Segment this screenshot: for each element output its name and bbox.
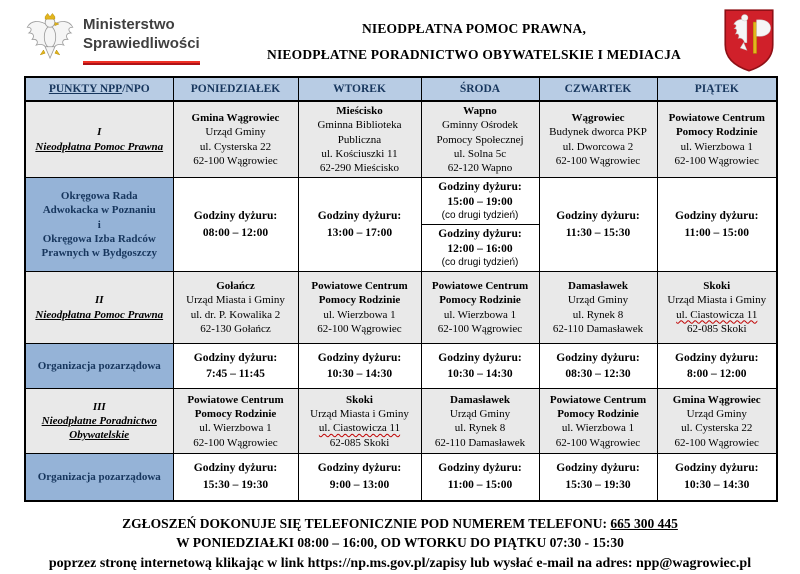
location-title bbox=[661, 393, 774, 407]
location-title-line: Pomocy Rodzinie bbox=[439, 294, 521, 307]
duty-hours-time: 08:00 – 12:00 bbox=[202, 226, 269, 239]
location-title bbox=[302, 279, 418, 308]
opening-hours-note: W PONIEDZIAŁKI 08:00 – 16:00, OD WTORKU DO PIĄTKU 07:30 - 15:30 bbox=[176, 535, 624, 551]
location-cell bbox=[421, 272, 539, 344]
row-label-line: III bbox=[92, 400, 106, 413]
location-address-line: Urząd Gminy bbox=[567, 294, 629, 307]
location-title-line: Wapno bbox=[463, 105, 497, 117]
location-address-line: ul. Cysterska 22 bbox=[681, 422, 753, 435]
duty-hours-label: Godziny dyżuru: bbox=[675, 210, 759, 223]
phone-number: 665 300 445 bbox=[610, 515, 678, 531]
duty-hours-cell bbox=[173, 344, 298, 389]
row-label-line: i bbox=[97, 218, 101, 231]
col-header-punkty-npp-npo bbox=[25, 77, 173, 101]
table-header-row bbox=[25, 77, 777, 101]
duty-hours-label: Godziny dyżuru: bbox=[438, 181, 522, 194]
col-header-day: WTOREK bbox=[298, 77, 421, 101]
row-label-cell bbox=[25, 454, 173, 501]
location-cell bbox=[539, 389, 657, 454]
table-row bbox=[25, 454, 777, 501]
location-address-line: 62-130 Gołańcz bbox=[200, 323, 271, 336]
duty-hours-time: 08:30 – 12:30 bbox=[565, 368, 631, 381]
location-address-line: 62-290 Mieścisko bbox=[319, 162, 400, 175]
location-address-line: 62-100 Wągrowiec bbox=[674, 436, 759, 449]
row-label-line: Nieodpłatne Poradnictwo bbox=[41, 415, 157, 428]
duty-hours-cell bbox=[657, 178, 777, 272]
duty-hours-cell bbox=[539, 454, 657, 501]
duty-hours-slot bbox=[422, 225, 539, 271]
row-label-line: Adwokacka w Poznaniu bbox=[42, 204, 156, 217]
duty-hours-label: Godziny dyżuru: bbox=[317, 462, 402, 475]
location-title bbox=[302, 393, 418, 407]
location-title bbox=[425, 393, 536, 407]
location-cell bbox=[298, 389, 421, 454]
duty-hours-label: Godziny dyżuru: bbox=[438, 462, 522, 475]
duty-hours-label: Godziny dyżuru: bbox=[193, 351, 278, 364]
col-header-day: ŚRODA bbox=[421, 77, 539, 101]
location-title-line: Pomocy Rodzinie bbox=[318, 294, 401, 307]
biweekly-note: (co drugi tydzień) bbox=[441, 257, 519, 269]
row-label-line: Prawnych w Bydgoszczy bbox=[41, 247, 157, 260]
location-address-line: ul. Rynek 8 bbox=[572, 308, 624, 321]
duty-hours-cell bbox=[539, 178, 657, 272]
location-title-line: Gołańcz bbox=[216, 280, 255, 293]
table-row bbox=[25, 389, 777, 454]
location-title-line: Powiatowe Centrum bbox=[187, 393, 284, 406]
location-cell bbox=[657, 272, 777, 344]
location-address-line: ul. Wierzbowa 1 bbox=[199, 422, 272, 435]
location-address-line: ul. Wierzbowa 1 bbox=[680, 140, 753, 153]
location-title-line: Wągrowiec bbox=[571, 112, 625, 125]
location-address-line: ul. Dworcowa 2 bbox=[562, 140, 634, 153]
duty-hours-label: Godziny dyżuru: bbox=[438, 228, 522, 241]
location-title-line: Pomocy Rodzinie bbox=[675, 126, 758, 139]
location-address-line: Urząd Gminy bbox=[686, 407, 747, 420]
duty-hours-cell bbox=[421, 454, 539, 501]
location-address-line: Urząd Gminy bbox=[449, 407, 511, 420]
ministry-name-line2: Sprawiedliwości bbox=[83, 34, 200, 52]
location-address-line: Urząd Miasta i Gminy bbox=[186, 294, 285, 307]
col-header-rest-part: /NPO bbox=[122, 83, 150, 95]
col-header-day: PIĄTEK bbox=[657, 77, 777, 101]
duty-hours-time: 15:30 – 19:30 bbox=[565, 478, 631, 491]
location-title-line: Damasławek bbox=[450, 393, 510, 406]
location-address-line: Gminny Ośrodek bbox=[441, 119, 519, 132]
duty-hours-cell bbox=[657, 454, 777, 501]
duty-hours-cell bbox=[421, 344, 539, 389]
duty-hours-split-cell bbox=[421, 178, 539, 272]
row-label-cell bbox=[25, 178, 173, 272]
duty-hours-cell bbox=[173, 178, 298, 272]
wagrowiec-county-crest-icon bbox=[722, 8, 776, 74]
location-title bbox=[661, 111, 774, 140]
location-title-line: Pomocy Rodzinie bbox=[557, 407, 639, 420]
location-cell bbox=[173, 389, 298, 454]
location-title bbox=[543, 279, 654, 293]
location-title-line: Powiatowe Centrum bbox=[431, 280, 529, 293]
location-address-line: ul. dr. P. Kowalika 2 bbox=[190, 308, 281, 321]
ministry-brand bbox=[24, 8, 232, 66]
brand-underline-rule bbox=[83, 61, 200, 65]
ministry-wordmark bbox=[83, 8, 200, 65]
duty-hours-label: Godziny dyżuru: bbox=[317, 351, 402, 364]
location-address-line: ul. Wierzbowa 1 bbox=[323, 308, 396, 321]
online-note-mid: lub wysłać e-mail na adres: bbox=[466, 555, 637, 571]
location-title bbox=[302, 104, 418, 118]
location-address-line: 62-100 Wągrowiec bbox=[193, 436, 278, 449]
location-title-line: Skoki bbox=[703, 280, 731, 293]
duty-hours-time: 11:00 – 15:00 bbox=[684, 226, 750, 239]
location-address-line: Urząd Miasta i Gminy bbox=[667, 294, 767, 307]
location-title-line: Gmina Wągrowiec bbox=[191, 112, 280, 125]
location-title-line: Powiatowe Centrum bbox=[311, 280, 408, 293]
duty-hours-label: Godziny dyżuru: bbox=[193, 462, 278, 475]
location-title-line: Damasławek bbox=[568, 280, 628, 293]
duty-hours-label: Godziny dyżuru: bbox=[556, 351, 640, 364]
duty-hours-time: 10:30 – 14:30 bbox=[447, 368, 513, 381]
duty-hours-cell bbox=[298, 178, 421, 272]
table-row bbox=[25, 178, 777, 272]
duty-hours-time: 15:00 – 19:00 bbox=[447, 196, 513, 209]
duty-hours-cell bbox=[298, 454, 421, 501]
location-address-line: ul. Rynek 8 bbox=[454, 422, 506, 435]
duty-hours-label: Godziny dyżuru: bbox=[317, 210, 402, 223]
signup-url: https://np.ms.gov.pl/zapisy bbox=[307, 555, 467, 571]
location-title bbox=[425, 279, 536, 308]
row-label-line: Obywatelskie bbox=[69, 429, 130, 442]
duty-hours-cell bbox=[173, 454, 298, 501]
biweekly-note: (co drugi tydzień) bbox=[441, 210, 519, 222]
location-cell bbox=[298, 101, 421, 178]
location-title bbox=[425, 104, 536, 118]
col-header-day: CZWARTEK bbox=[539, 77, 657, 101]
ministry-name-line1: Ministerstwo bbox=[83, 16, 175, 33]
location-address-line: Urząd Miasta i Gminy bbox=[310, 407, 409, 420]
location-address-line: Budynek dworca PKP bbox=[549, 126, 647, 139]
location-title-line: Gmina Wągrowiec bbox=[672, 393, 761, 406]
row-label-line: Nieodpłatna Pomoc Prawna bbox=[35, 308, 164, 321]
location-title bbox=[543, 111, 654, 125]
table-row bbox=[25, 344, 777, 389]
col-header-day: PONIEDZIAŁEK bbox=[173, 77, 298, 101]
row-label-line: Okręgowa Rada bbox=[60, 190, 138, 203]
duty-hours-time: 10:30 – 14:30 bbox=[684, 478, 750, 491]
location-cell bbox=[539, 101, 657, 178]
row-label-line: I bbox=[97, 126, 102, 139]
row-label-cell bbox=[25, 389, 173, 454]
location-title-line: Mieścisko bbox=[336, 105, 383, 117]
location-title bbox=[543, 393, 654, 422]
schedule-table bbox=[24, 76, 778, 502]
row-label-line: Organizacja pozarządowa bbox=[37, 470, 161, 483]
row-label-cell bbox=[25, 101, 173, 178]
location-address-line: 62-110 Damasławek bbox=[434, 436, 526, 449]
location-address-line: 62-110 Damasławek bbox=[552, 323, 644, 336]
location-title-line: Powiatowe Centrum bbox=[668, 112, 765, 125]
duty-hours-cell bbox=[298, 344, 421, 389]
location-address-line: 62-085 Skoki bbox=[686, 323, 747, 336]
table-body bbox=[25, 101, 777, 501]
duty-hours-cell bbox=[539, 344, 657, 389]
location-address-line: Urząd Gminy bbox=[205, 126, 266, 139]
location-cell bbox=[173, 101, 298, 178]
phone-note-text: ZGŁOSZEŃ DOKONUJE SIĘ TELEFONICZNIE POD NUMEREM TELEFONU: bbox=[122, 515, 611, 531]
location-title-line: Powiatowe Centrum bbox=[549, 393, 647, 406]
location-address-line: Gminna Biblioteka bbox=[317, 119, 402, 132]
location-cell bbox=[298, 272, 421, 344]
duty-hours-time: 12:00 – 16:00 bbox=[447, 243, 513, 256]
duty-hours-time: 7:45 – 11:45 bbox=[206, 368, 265, 381]
phone-note bbox=[0, 514, 800, 534]
duty-hours-label: Godziny dyżuru: bbox=[556, 462, 640, 475]
table-row bbox=[25, 101, 777, 178]
location-address-line: ul. Ciastowicza 11 bbox=[318, 422, 401, 435]
row-label-line: Organizacja pozarządowa bbox=[37, 360, 161, 373]
location-cell bbox=[173, 272, 298, 344]
location-cell bbox=[421, 389, 539, 454]
location-address-line: 62-100 Wągrowiec bbox=[317, 323, 402, 336]
row-label-line: Nieodpłatna Pomoc Prawna bbox=[35, 140, 164, 153]
polish-eagle-icon bbox=[24, 8, 76, 66]
duty-hours-label: Godziny dyżuru: bbox=[675, 462, 759, 475]
location-address-line: ul. Solna 5c bbox=[453, 147, 507, 160]
page-header bbox=[0, 0, 800, 72]
location-title-line: Skoki bbox=[346, 393, 373, 406]
location-title bbox=[177, 111, 295, 125]
location-address-line: 62-120 Wapno bbox=[447, 162, 513, 175]
location-title bbox=[661, 279, 774, 293]
location-address-line: ul. Wierzbowa 1 bbox=[443, 308, 517, 321]
table-row bbox=[25, 272, 777, 344]
duty-hours-time: 11:30 – 15:30 bbox=[565, 226, 631, 239]
location-address-line: 62-100 Wągrowiec bbox=[555, 436, 641, 449]
location-cell bbox=[421, 101, 539, 178]
location-address-line: ul. Ciastowicza 11 bbox=[676, 308, 758, 321]
location-title bbox=[177, 279, 295, 293]
row-label-line: Okręgowa Izba Radców bbox=[42, 233, 156, 245]
footer-notes bbox=[0, 514, 800, 574]
location-address-line: Publiczna bbox=[337, 133, 382, 146]
duty-hours-cell bbox=[657, 344, 777, 389]
location-cell bbox=[539, 272, 657, 344]
row-label-cell bbox=[25, 272, 173, 344]
location-address-line: 62-100 Wągrowiec bbox=[555, 155, 641, 168]
location-address-line: ul. Cysterska 22 bbox=[199, 140, 272, 153]
page-title bbox=[232, 8, 716, 67]
location-cell bbox=[657, 389, 777, 454]
location-address-line: Pomocy Społecznej bbox=[436, 133, 524, 146]
location-address-line: 62-085 Skoki bbox=[329, 436, 390, 449]
duty-hours-time: 8:00 – 12:00 bbox=[687, 368, 747, 381]
duty-hours-label: Godziny dyżuru: bbox=[438, 351, 522, 364]
location-address-line: 62-100 Wągrowiec bbox=[193, 155, 278, 168]
location-address-line: 62-100 Wągrowiec bbox=[674, 155, 759, 168]
duty-hours-time: 13:00 – 17:00 bbox=[326, 226, 393, 239]
title-line2: NIEODPŁATNE PORADNICTWO OBYWATELSKIE I MEDIACJA bbox=[267, 46, 681, 62]
row-label-cell bbox=[25, 344, 173, 389]
location-address-line: ul. Wierzbowa 1 bbox=[561, 422, 635, 435]
location-address-line: 62-100 Wągrowiec bbox=[437, 323, 523, 336]
duty-hours-label: Godziny dyżuru: bbox=[193, 210, 278, 223]
contact-email: npp@wagrowiec.pl bbox=[636, 555, 752, 571]
row-label-line: II bbox=[94, 294, 104, 307]
location-title-line: Pomocy Rodzinie bbox=[194, 407, 277, 420]
duty-hours-slot bbox=[422, 178, 539, 225]
duty-hours-label: Godziny dyżuru: bbox=[675, 351, 759, 364]
title-line1: NIEODPŁATNA POMOC PRAWNA, bbox=[361, 21, 587, 36]
location-cell bbox=[657, 101, 777, 178]
online-note-prefix: poprzez stronę internetową klikając w link bbox=[48, 555, 308, 571]
duty-hours-label: Godziny dyżuru: bbox=[556, 210, 640, 223]
duty-hours-time: 9:00 – 13:00 bbox=[329, 478, 390, 491]
duty-hours-time: 11:00 – 15:00 bbox=[447, 478, 513, 491]
duty-hours-time: 15:30 – 19:30 bbox=[202, 478, 269, 491]
duty-hours-time: 10:30 – 14:30 bbox=[326, 368, 393, 381]
col-header-underlined-part: PUNKTY NPP bbox=[48, 83, 123, 95]
location-title bbox=[177, 393, 295, 422]
location-address-line: ul. Kościuszki 11 bbox=[321, 147, 398, 160]
